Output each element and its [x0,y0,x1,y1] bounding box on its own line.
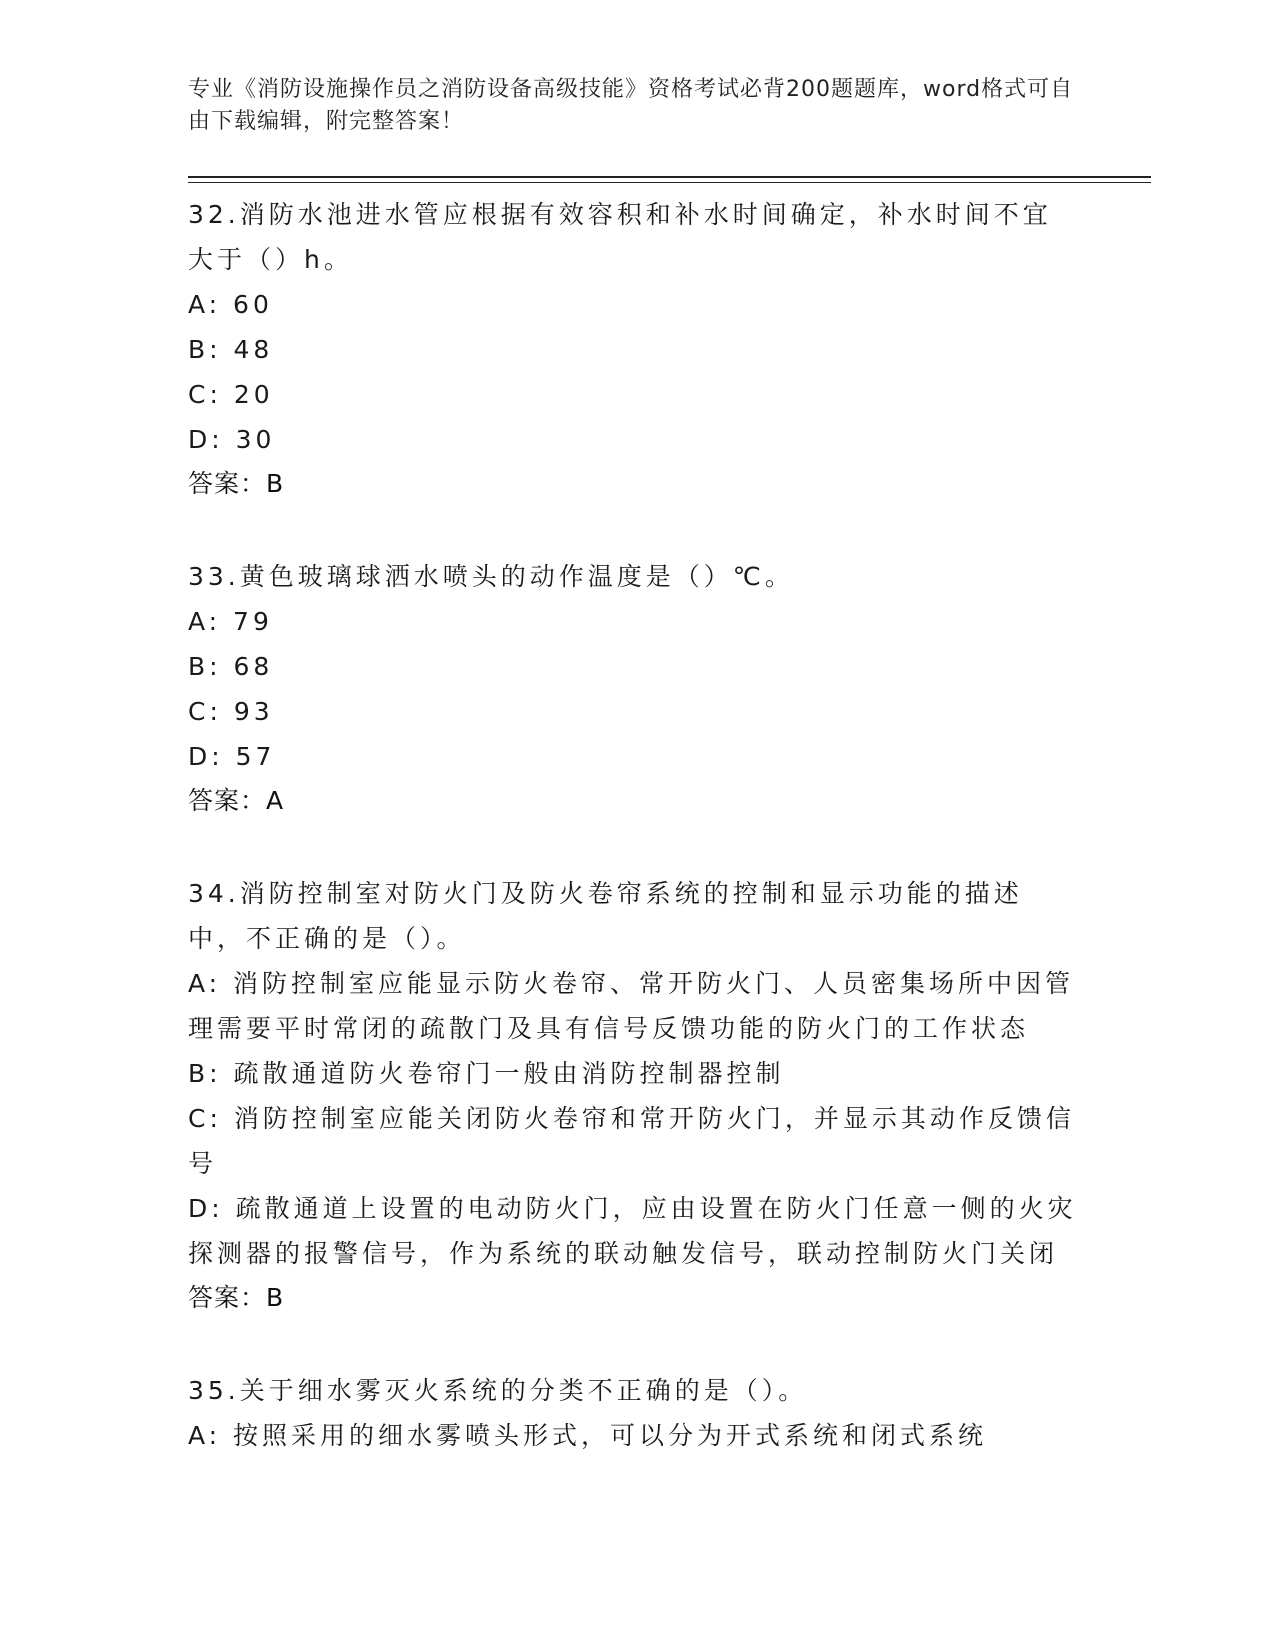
question-34 [188,871,1078,1320]
question-35 [188,1368,1078,1458]
question-stem: 32.消防水池进水管应根据有效容积和补水时间确定，补水时间不宜大于（）h。 [188,200,1052,274]
option-a: A: 79 [188,607,273,636]
option-b: B: 48 [188,335,274,364]
option-a: A: 60 [188,290,273,319]
option-d: D: 57 [188,742,276,771]
option-a: A: 消防控制室应能显示防火卷帘、常开防火门、人员密集场所中因管理需要平时常闭的疏散门及具有信号反馈功能的防火门的工作状态 [188,969,1075,1043]
answer-label: 答案：B [188,1283,285,1312]
header-divider-thick [188,176,1151,178]
question-list [188,192,1078,1506]
question-stem: 33.黄色玻璃球洒水喷头的动作温度是（）℃。 [188,562,794,591]
option-c: C: 93 [188,697,274,726]
question-33 [188,554,1078,823]
option-c: C: 20 [188,380,274,409]
question-stem: 34.消防控制室对防火门及防火卷帘系统的控制和显示功能的描述中，不正确的是（）。 [188,879,1023,953]
option-d: D: 疏散通道上设置的电动防火门，应由设置在防火门任意一侧的火灾探测器的报警信号，作为系统的联动触发信号，联动控制防火门关闭 [188,1194,1077,1268]
option-a: A: 按照采用的细水雾喷头形式，可以分为开式系统和闭式系统 [188,1421,988,1450]
answer-label: 答案：A [188,786,285,815]
option-b: B: 疏散通道防火卷帘门一般由消防控制器控制 [188,1059,785,1088]
option-b: B: 68 [188,652,274,681]
answer-label: 答案：B [188,469,285,498]
question-32 [188,192,1078,506]
header-divider-thin [188,182,1151,183]
option-c: C: 消防控制室应能关闭防火卷帘和常开防火门，并显示其动作反馈信号 [188,1104,1075,1178]
document-intro: 专业《消防设施操作员之消防设备高级技能》资格考试必背200题题库，word格式可自由下载编辑，附完整答案！ [188,77,1074,134]
option-d: D: 30 [188,425,276,454]
question-stem: 35.关于细水雾灭火系统的分类不正确的是（）。 [188,1376,808,1405]
